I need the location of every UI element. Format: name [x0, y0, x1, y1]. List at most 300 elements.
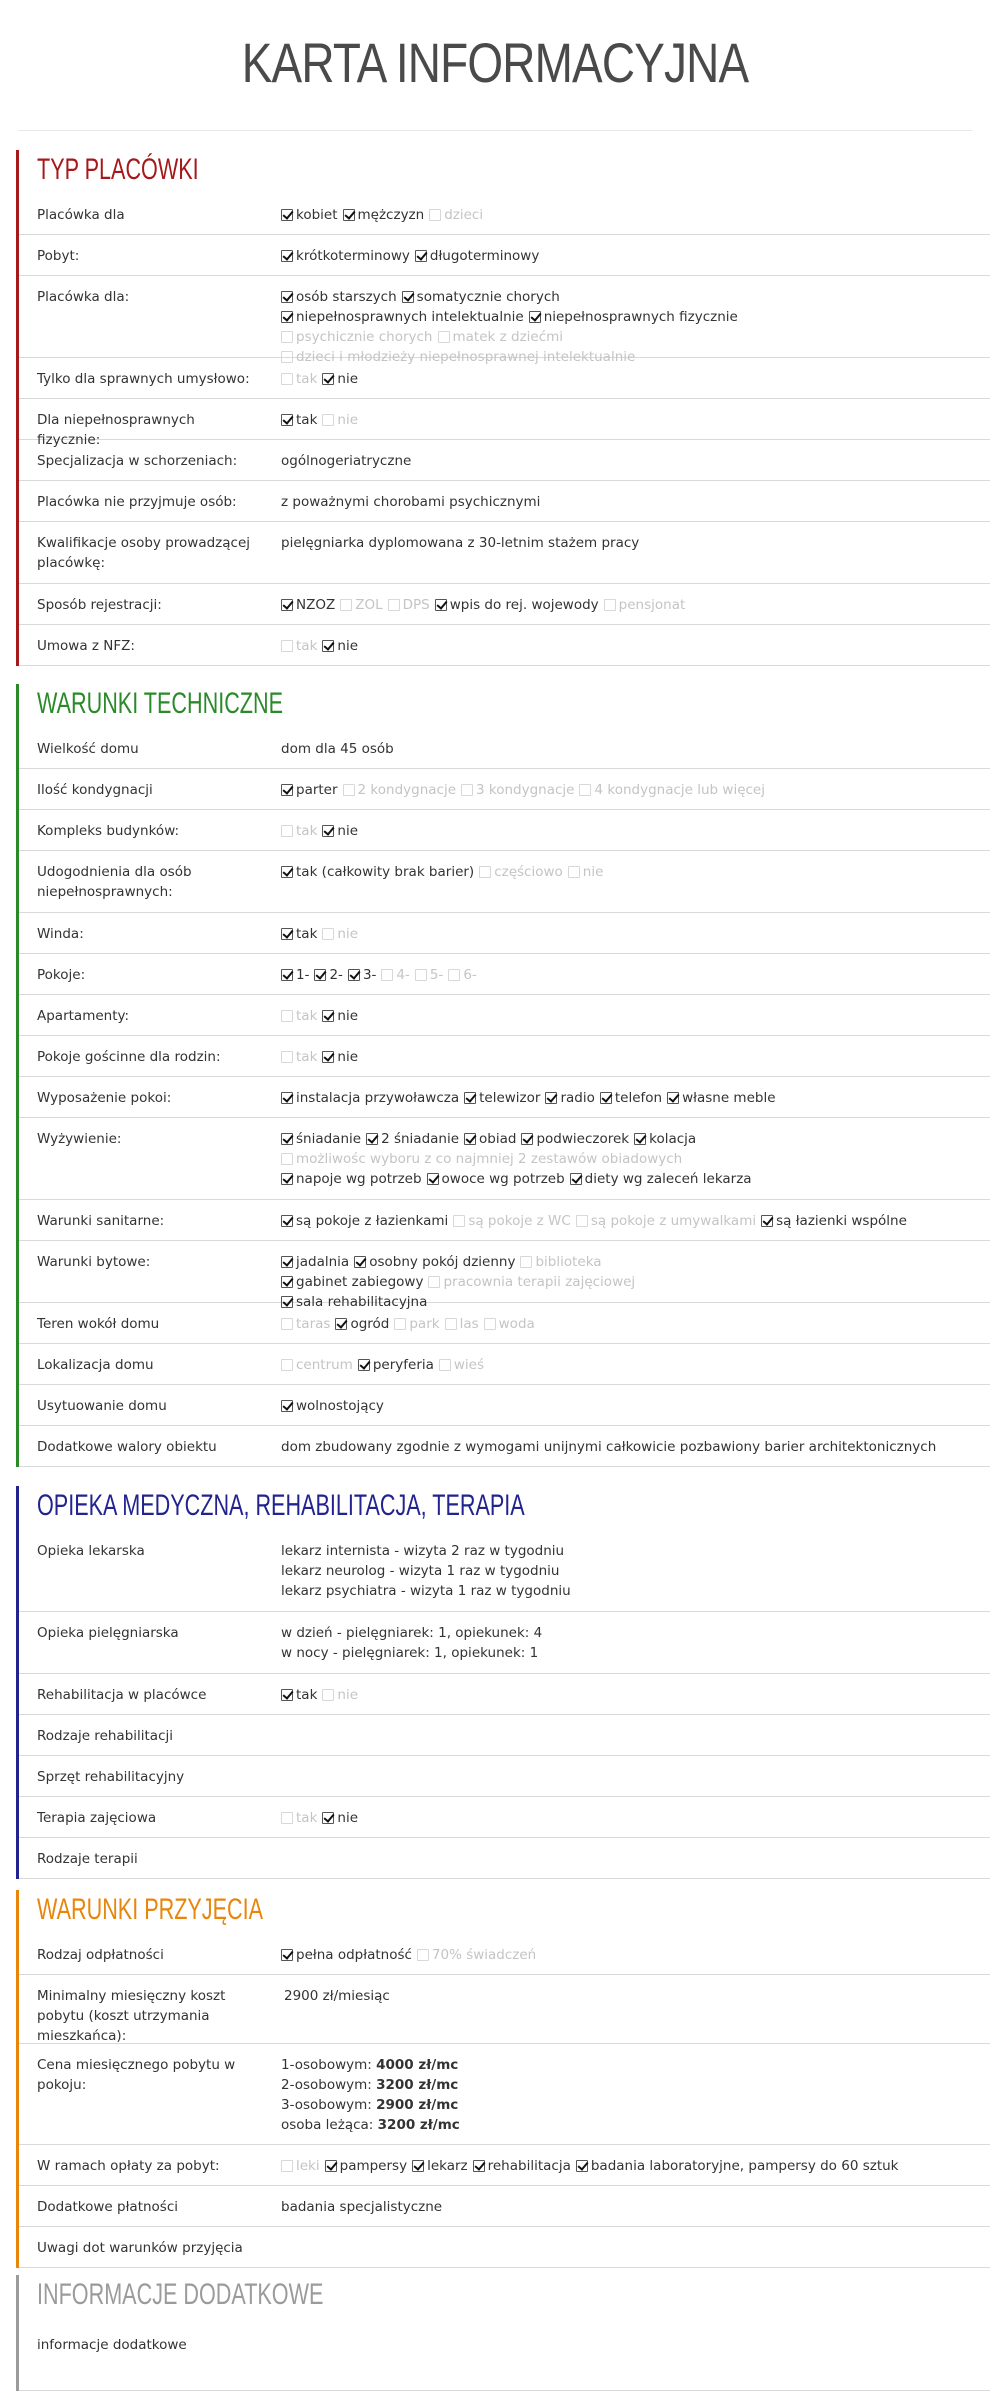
checkbox-label: psychicznie chorych: [296, 329, 433, 345]
checkbox-option[interactable]: [281, 369, 317, 389]
checkbox-option[interactable]: [576, 2156, 899, 2176]
checkbox-checked[interactable]: [412, 2160, 424, 2172]
checkbox-label: 2 kondygnacje: [357, 782, 457, 798]
checkbox-option[interactable]: [281, 1047, 317, 1067]
field-row: [19, 1674, 990, 1715]
field-label: Kwalifikacje osoby prowadzącej placówkę:: [37, 535, 251, 571]
checkbox-label: nie: [337, 823, 359, 839]
field-row: [19, 913, 990, 954]
checkbox-checked[interactable]: [281, 1400, 293, 1412]
checkbox-unchecked[interactable]: [381, 969, 393, 981]
checkbox-option[interactable]: [435, 595, 599, 615]
checkbox-label: tak: [296, 1810, 318, 1826]
checkbox-unchecked[interactable]: [322, 414, 334, 426]
checkbox-option[interactable]: [281, 924, 317, 944]
checkbox-label: las: [459, 1316, 479, 1332]
checkbox-unchecked[interactable]: [281, 373, 293, 385]
checkbox-checked[interactable]: [281, 599, 293, 611]
checkbox-group: [281, 1808, 986, 1828]
checkbox-option[interactable]: [281, 1169, 422, 1189]
checkbox-unchecked[interactable]: [281, 1318, 293, 1330]
checkbox-label: ogród: [350, 1316, 390, 1332]
value-text: w dzień - pielęgniarek: 1, opiekunek: 4: [281, 1625, 543, 1641]
checkbox-unchecked[interactable]: [428, 1276, 440, 1288]
field-label: Placówka dla: [37, 207, 125, 223]
checkbox-label: NZOZ: [296, 597, 336, 613]
checkbox-option[interactable]: [521, 1129, 629, 1149]
value-text: pielęgniarka dyplomowana z 30-letnim stażem pracy: [281, 535, 640, 551]
checkbox-option[interactable]: [281, 1808, 317, 1828]
checkbox-option[interactable]: [461, 780, 574, 800]
checkbox-option[interactable]: [388, 595, 430, 615]
checkbox-checked[interactable]: [402, 291, 414, 303]
field-value: [281, 451, 986, 471]
checkbox-unchecked[interactable]: [281, 1051, 293, 1063]
field-value: [281, 636, 986, 656]
field-value: [281, 533, 986, 553]
checkbox-option[interactable]: [322, 1808, 358, 1828]
checkbox-option[interactable]: [427, 1169, 565, 1189]
checkbox-label: niepełnosprawnych intelektualnie: [296, 309, 524, 325]
checkbox-label: taras: [296, 1316, 331, 1332]
checkbox-unchecked[interactable]: [520, 1256, 532, 1268]
checkbox-option[interactable]: [322, 821, 358, 841]
checkbox-unchecked[interactable]: [576, 1215, 588, 1227]
checkbox-label: sala rehabilitacyjna: [296, 1294, 428, 1310]
checkbox-label: kolacja: [649, 1131, 697, 1147]
checkbox-checked[interactable]: [281, 1092, 293, 1104]
checkbox-checked[interactable]: [281, 311, 293, 323]
field-value: [281, 1355, 986, 1375]
field-label: Rodzaje rehabilitacji: [37, 1728, 174, 1744]
checkbox-option[interactable]: [281, 1211, 448, 1231]
checkbox-checked[interactable]: [281, 928, 293, 940]
checkbox-option[interactable]: [600, 1088, 662, 1108]
section-heading: OPIEKA MEDYCZNA, REHABILITACJA, TERAPIA: [37, 1489, 525, 1522]
checkbox-unchecked[interactable]: [394, 1318, 406, 1330]
field-label: Dla niepełnosprawnych fizycznie:: [37, 412, 195, 448]
field-row: [19, 2186, 990, 2227]
checkbox-option[interactable]: [281, 1314, 330, 1334]
checkbox-option[interactable]: [322, 1047, 358, 1067]
checkbox-checked[interactable]: [281, 1276, 293, 1288]
checkbox-checked[interactable]: [281, 784, 293, 796]
field-value: [281, 595, 986, 615]
title-divider: [18, 130, 972, 131]
checkbox-checked[interactable]: [281, 1689, 293, 1701]
checkbox-checked[interactable]: [335, 1318, 347, 1330]
field-row: [19, 1344, 990, 1385]
checkbox-unchecked[interactable]: [448, 969, 460, 981]
checkbox-label: nie: [337, 1049, 359, 1065]
price-amount: 4000 zł/mc: [376, 2057, 459, 2073]
checkbox-label: jadalnia: [296, 1254, 350, 1270]
checkbox-option[interactable]: [281, 965, 309, 985]
checkbox-unchecked[interactable]: [281, 2160, 293, 2172]
checkbox-checked[interactable]: [325, 2160, 337, 2172]
checkbox-unchecked[interactable]: [604, 599, 616, 611]
checkbox-option[interactable]: [281, 327, 433, 347]
checkbox-group: [281, 636, 986, 656]
checkbox-checked[interactable]: [281, 1256, 293, 1268]
field-row: [19, 728, 990, 769]
checkbox-checked[interactable]: [281, 291, 293, 303]
checkbox-group: [281, 1211, 986, 1231]
checkbox-label: diety wg zaleceń lekarza: [584, 1171, 752, 1187]
checkbox-checked[interactable]: [322, 1010, 334, 1022]
checkbox-option[interactable]: [322, 636, 358, 656]
checkbox-checked[interactable]: [570, 1173, 582, 1185]
checkbox-option[interactable]: [429, 205, 483, 225]
checkbox-unchecked[interactable]: [429, 209, 441, 221]
checkbox-checked[interactable]: [354, 1256, 366, 1268]
checkbox-label: osób starszych: [296, 289, 397, 305]
checkbox-checked[interactable]: [415, 250, 427, 262]
checkbox-checked[interactable]: [600, 1092, 612, 1104]
field-value: [281, 1047, 986, 1067]
checkbox-option[interactable]: [340, 595, 382, 615]
field-label: Wyposażenie pokoi:: [37, 1090, 172, 1106]
field-value: [281, 492, 986, 512]
checkbox-checked[interactable]: [545, 1092, 557, 1104]
checkbox-group: [281, 287, 791, 367]
field-label: Rodzaj odpłatności: [37, 1947, 164, 1963]
checkbox-unchecked[interactable]: [281, 1010, 293, 1022]
checkbox-unchecked[interactable]: [322, 1689, 334, 1701]
checkbox-checked[interactable]: [634, 1133, 646, 1145]
checkbox-unchecked[interactable]: [439, 1359, 451, 1371]
checkbox-label: możliwośc wyboru z co najmniej 2 zestawów obiadowych: [296, 1151, 683, 1167]
checkbox-option[interactable]: [281, 2156, 320, 2176]
checkbox-label: krótkoterminowy: [296, 248, 410, 264]
field-value: [281, 739, 986, 759]
value-text: dom dla 45 osób: [281, 741, 394, 757]
checkbox-unchecked[interactable]: [281, 331, 293, 343]
checkbox-checked[interactable]: [281, 1215, 293, 1227]
checkbox-unchecked[interactable]: [281, 825, 293, 837]
checkbox-label: 4 kondygnacje lub więcej: [594, 782, 765, 798]
checkbox-option[interactable]: [348, 965, 376, 985]
checkbox-checked[interactable]: [322, 1051, 334, 1063]
value-text: lekarz psychiatra - wizyta 1 raz w tygodniu: [281, 1583, 571, 1599]
field-row: [19, 1385, 990, 1426]
field-value: [281, 965, 986, 985]
checkbox-option[interactable]: [448, 965, 476, 985]
checkbox-checked[interactable]: [281, 1133, 293, 1145]
checkbox-option[interactable]: [354, 1252, 515, 1272]
checkbox-option[interactable]: [322, 1006, 358, 1026]
checkbox-option[interactable]: [464, 1129, 516, 1149]
checkbox-label: wpis do rej. wojewody: [449, 597, 599, 613]
checkbox-option[interactable]: [281, 1396, 384, 1416]
checkbox-label: 70% świadczeń: [431, 1947, 537, 1963]
checkbox-unchecked[interactable]: [281, 1812, 293, 1824]
checkbox-option[interactable]: [322, 410, 358, 430]
field-value: [281, 1129, 986, 1189]
checkbox-checked[interactable]: [348, 969, 360, 981]
field-value: [281, 1396, 986, 1416]
checkbox-option[interactable]: [325, 2156, 407, 2176]
field-row: [19, 358, 990, 399]
field-row: [19, 1612, 990, 1674]
field-row: [19, 1303, 990, 1344]
checkbox-option[interactable]: [576, 1211, 756, 1231]
checkbox-unchecked[interactable]: [343, 784, 355, 796]
checkbox-checked[interactable]: [435, 599, 447, 611]
field-value: [281, 1314, 986, 1334]
field-label: Minimalny miesięczny koszt pobytu (koszt utrzymania mieszkańca):: [37, 1988, 226, 2044]
field-value: [281, 2156, 986, 2176]
checkbox-checked[interactable]: [281, 250, 293, 262]
checkbox-unchecked[interactable]: [445, 1318, 457, 1330]
checkbox-option[interactable]: [281, 821, 317, 841]
checkbox-option[interactable]: [281, 307, 524, 327]
checkbox-group: [281, 1047, 986, 1067]
checkbox-group: [281, 246, 986, 266]
checkbox-option[interactable]: [453, 1211, 571, 1231]
checkbox-option[interactable]: [484, 1314, 535, 1334]
checkbox-option[interactable]: [570, 1169, 752, 1189]
section-heading: TYP PLACÓWKI: [37, 153, 199, 186]
checkbox-option[interactable]: [417, 1945, 536, 1965]
checkbox-option[interactable]: [358, 1355, 434, 1375]
checkbox-option[interactable]: [415, 965, 443, 985]
checkbox-label: wolnostojący: [296, 1398, 384, 1414]
checkbox-checked[interactable]: [521, 1133, 533, 1145]
checkbox-checked[interactable]: [281, 414, 293, 426]
checkbox-checked[interactable]: [314, 969, 326, 981]
checkbox-checked[interactable]: [464, 1092, 476, 1104]
checkbox-label: 4-: [396, 967, 410, 983]
checkbox-option[interactable]: [281, 287, 397, 307]
checkbox-option[interactable]: [281, 1129, 361, 1149]
value-text: z poważnymi chorobami psychicznymi: [281, 494, 541, 510]
field-row: [19, 399, 990, 448]
checkbox-label: ZOL: [355, 597, 383, 613]
field-value: [281, 246, 986, 266]
checkbox-checked[interactable]: [427, 1173, 439, 1185]
checkbox-label: park: [409, 1316, 440, 1332]
field-value: [281, 2197, 986, 2217]
checkbox-option[interactable]: [604, 595, 686, 615]
checkbox-option[interactable]: [394, 1314, 439, 1334]
field-value: [281, 1088, 986, 1108]
field-row: [19, 1200, 990, 1241]
checkbox-group: [281, 1355, 986, 1375]
checkbox-label: są pokoje z umywalkami: [590, 1213, 757, 1229]
field-label: Sposób rejestracji:: [37, 597, 162, 613]
checkbox-option[interactable]: [568, 862, 604, 882]
checkbox-option[interactable]: [281, 1945, 412, 1965]
checkbox-unchecked[interactable]: [388, 599, 400, 611]
checkbox-option[interactable]: [402, 287, 560, 307]
checkbox-label: instalacja przywoławcza: [296, 1090, 460, 1106]
checkbox-option[interactable]: [545, 1088, 594, 1108]
checkbox-group: [281, 862, 986, 882]
checkbox-checked[interactable]: [322, 1812, 334, 1824]
value-text: w nocy - pielęgniarek: 1, opiekunek: 1: [281, 1645, 539, 1661]
checkbox-label: wieś: [453, 1357, 485, 1373]
field-label: Apartamenty:: [37, 1008, 130, 1024]
checkbox-group: [281, 780, 986, 800]
price-room: 1-osobowym:: [281, 2057, 372, 2073]
checkbox-option[interactable]: [428, 1272, 635, 1292]
checkbox-option[interactable]: [415, 246, 539, 266]
checkbox-option[interactable]: [366, 1129, 459, 1149]
checkbox-option[interactable]: [667, 1088, 775, 1108]
field-row: [19, 2145, 990, 2186]
checkbox-checked[interactable]: [322, 373, 334, 385]
checkbox-option[interactable]: [445, 1314, 479, 1334]
checkbox-checked[interactable]: [281, 1173, 293, 1185]
checkbox-unchecked[interactable]: [415, 969, 427, 981]
checkbox-checked[interactable]: [667, 1092, 679, 1104]
checkbox-option[interactable]: [281, 862, 474, 882]
checkbox-checked[interactable]: [366, 1133, 378, 1145]
checkbox-option[interactable]: [281, 205, 338, 225]
checkbox-option[interactable]: [281, 1252, 349, 1272]
checkbox-unchecked[interactable]: [322, 928, 334, 940]
checkbox-unchecked[interactable]: [281, 1153, 293, 1165]
checkbox-option[interactable]: [464, 1088, 540, 1108]
checkbox-option[interactable]: [335, 1314, 389, 1334]
checkbox-option[interactable]: [343, 780, 456, 800]
field-value: [281, 1808, 986, 1828]
checkbox-unchecked[interactable]: [461, 784, 473, 796]
checkbox-option[interactable]: [322, 924, 358, 944]
checkbox-unchecked[interactable]: [281, 1359, 293, 1371]
checkbox-label: DPS: [402, 597, 430, 613]
checkbox-option[interactable]: [520, 1252, 601, 1272]
field-value: [281, 780, 986, 800]
checkbox-label: osobny pokój dzienny: [369, 1254, 516, 1270]
field-label: Terapia zajęciowa: [37, 1810, 157, 1826]
checkbox-checked[interactable]: [322, 825, 334, 837]
checkbox-option[interactable]: [281, 1685, 317, 1705]
checkbox-checked[interactable]: [281, 209, 293, 221]
field-row: [19, 276, 990, 365]
checkbox-label: 3-: [362, 967, 377, 983]
checkbox-option[interactable]: [381, 965, 409, 985]
checkbox-option[interactable]: [412, 2156, 468, 2176]
price-room: 3-osobowym:: [281, 2097, 372, 2113]
checkbox-option[interactable]: [281, 1149, 682, 1169]
checkbox-unchecked[interactable]: [438, 331, 450, 343]
field-row: [19, 235, 990, 276]
field-value: [281, 1945, 986, 1965]
checkbox-option[interactable]: [634, 1129, 696, 1149]
checkbox-checked[interactable]: [322, 640, 334, 652]
checkbox-option[interactable]: [343, 205, 425, 225]
checkbox-option[interactable]: [322, 369, 358, 389]
checkbox-option[interactable]: [281, 595, 335, 615]
checkbox-label: własne meble: [682, 1090, 776, 1106]
checkbox-label: somatycznie chorych: [416, 289, 560, 305]
section-2: [16, 684, 990, 1467]
checkbox-option[interactable]: [479, 862, 563, 882]
checkbox-option[interactable]: [761, 1211, 907, 1231]
checkbox-group: [281, 965, 986, 985]
field-row: [19, 1530, 990, 1612]
checkbox-label: nie: [337, 1810, 359, 1826]
checkbox-label: nie: [582, 864, 604, 880]
checkbox-option[interactable]: [322, 1685, 358, 1705]
checkbox-checked[interactable]: [464, 1133, 476, 1145]
checkbox-option[interactable]: [281, 1272, 423, 1292]
field-label: Placówka nie przyjmuje osób:: [37, 494, 237, 510]
section-heading: WARUNKI TECHNICZNE: [37, 687, 284, 720]
checkbox-unchecked[interactable]: [568, 866, 580, 878]
checkbox-label: śniadanie: [296, 1131, 362, 1147]
checkbox-unchecked[interactable]: [281, 640, 293, 652]
checkbox-option[interactable]: [281, 1006, 317, 1026]
checkbox-group: [281, 821, 986, 841]
checkbox-checked[interactable]: [529, 311, 541, 323]
checkbox-label: parter: [296, 782, 338, 798]
field-label: Udogodnienia dla osób niepełnosprawnych:: [37, 864, 192, 900]
checkbox-option[interactable]: [281, 246, 410, 266]
checkbox-option[interactable]: [281, 1355, 353, 1375]
field-label: Cena miesięcznego pobytu w pokoju:: [37, 2057, 236, 2093]
checkbox-checked[interactable]: [343, 209, 355, 221]
checkbox-label: radio: [560, 1090, 595, 1106]
checkbox-option[interactable]: [314, 965, 342, 985]
checkbox-option[interactable]: [579, 780, 765, 800]
checkbox-option[interactable]: [281, 636, 317, 656]
section-3: [16, 1486, 990, 1879]
field-row: [19, 1241, 990, 1310]
checkbox-option[interactable]: [281, 1088, 459, 1108]
price-line: [281, 2115, 986, 2135]
checkbox-option[interactable]: [438, 327, 564, 347]
checkbox-option[interactable]: [439, 1355, 484, 1375]
field-label: Usytuowanie domu: [37, 1398, 167, 1414]
checkbox-unchecked[interactable]: [453, 1215, 465, 1227]
field-label: Opieka pielęgniarska: [37, 1625, 179, 1641]
checkbox-unchecked[interactable]: [484, 1318, 496, 1330]
checkbox-label: tak: [296, 412, 318, 428]
checkbox-option[interactable]: [281, 780, 338, 800]
field-label: Dodatkowe walory obiektu: [37, 1439, 217, 1455]
checkbox-label: pełna odpłatność: [296, 1947, 412, 1963]
checkbox-unchecked[interactable]: [417, 1949, 429, 1961]
section-4: [16, 1890, 990, 2268]
checkbox-checked[interactable]: [473, 2160, 485, 2172]
checkbox-label: telefon: [614, 1090, 663, 1106]
checkbox-unchecked[interactable]: [479, 866, 491, 878]
field-value: [281, 821, 986, 841]
checkbox-checked[interactable]: [281, 1949, 293, 1961]
checkbox-label: matek z dziećmi: [452, 329, 564, 345]
checkbox-checked[interactable]: [761, 1215, 773, 1227]
checkbox-label: dzieci: [444, 207, 484, 223]
checkbox-checked[interactable]: [576, 2160, 588, 2172]
checkbox-unchecked[interactable]: [340, 599, 352, 611]
checkbox-checked[interactable]: [358, 1359, 370, 1371]
value-text: dom zbudowany zgodnie z wymogami unijnymi całkowicie pozbawiony barier architektonicznych: [281, 1439, 937, 1455]
checkbox-checked[interactable]: [281, 969, 293, 981]
checkbox-option[interactable]: [473, 2156, 571, 2176]
checkbox-label: 6-: [463, 967, 477, 983]
checkbox-option[interactable]: [281, 410, 317, 430]
checkbox-label: tak: [296, 1008, 318, 1024]
field-value: [281, 1623, 986, 1663]
checkbox-option[interactable]: [529, 307, 738, 327]
checkbox-checked[interactable]: [281, 866, 293, 878]
field-value: [281, 1211, 986, 1231]
checkbox-unchecked[interactable]: [579, 784, 591, 796]
field-label: Warunki sanitarne:: [37, 1213, 165, 1229]
